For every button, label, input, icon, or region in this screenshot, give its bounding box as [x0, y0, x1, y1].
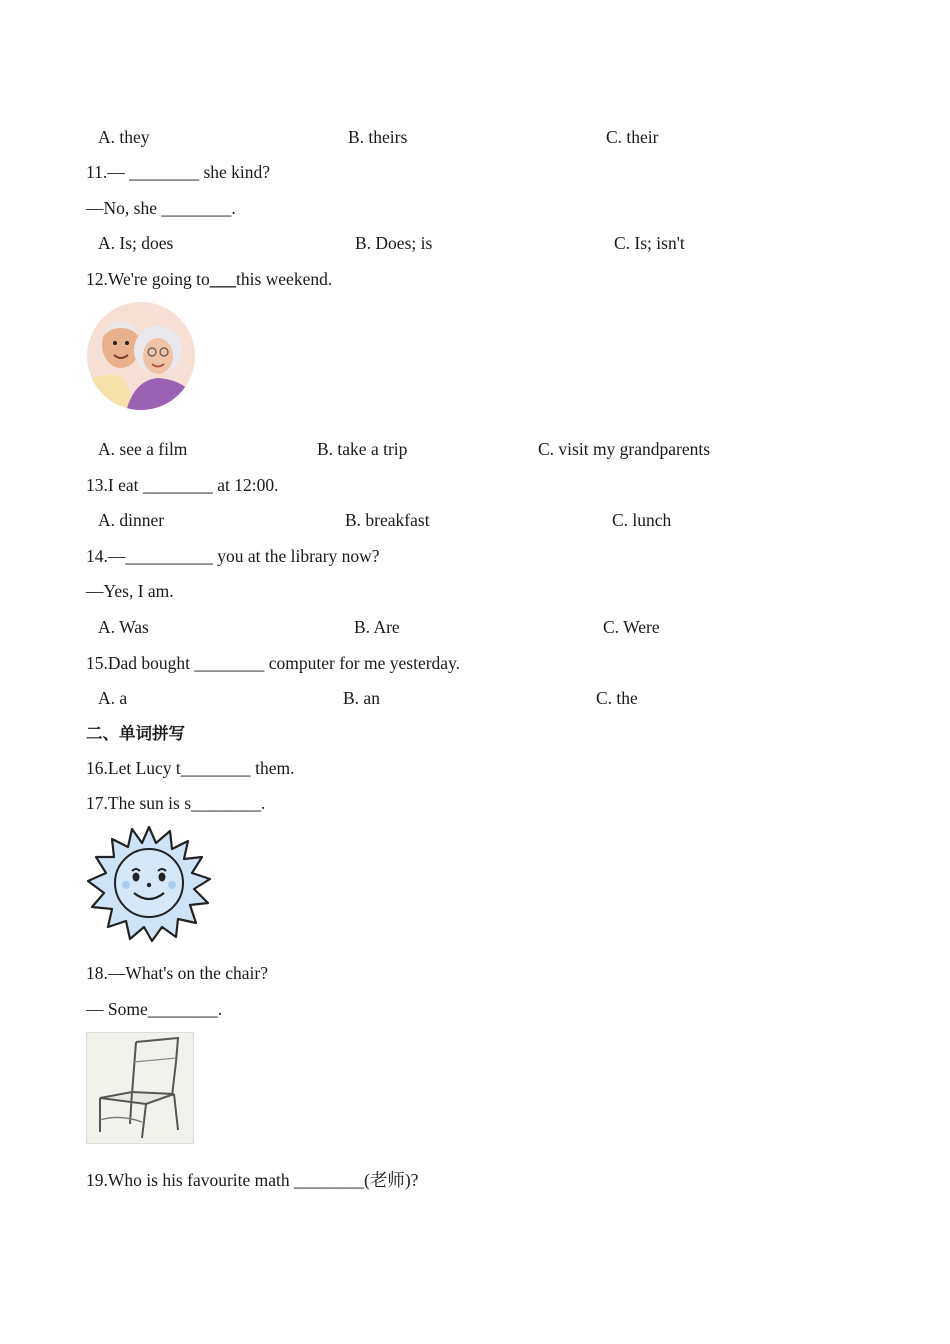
- q18-reply: — Some________.: [86, 999, 223, 1019]
- q11-reply: —No, she ________.: [86, 198, 236, 218]
- q13-option-a: A. dinner: [98, 510, 165, 530]
- q10-option-a: A. they: [98, 127, 150, 147]
- q12-stem: [86, 268, 332, 290]
- q15-option-a: A. a: [98, 688, 128, 708]
- q13-option-c: C. lunch: [612, 510, 672, 530]
- q11-option-b: B. Does; is: [355, 233, 433, 253]
- q17-stem: 17.The sun is s________.: [86, 793, 266, 813]
- q12-stem-blank: ___: [209, 269, 236, 289]
- q14-option-b: B. Are: [354, 617, 400, 637]
- q13-option-b: B. breakfast: [345, 510, 430, 530]
- q14-option-c: C. Were: [603, 617, 660, 637]
- q16-stem: 16.Let Lucy t________ them.: [86, 758, 295, 778]
- q15-option-b: B. an: [343, 688, 380, 708]
- chair-illustration: [86, 1032, 194, 1144]
- q12-stem-before: 12.We're going to: [86, 269, 210, 289]
- q14-option-a: A. Was: [98, 617, 149, 637]
- q15-stem: 15.Dad bought ________ computer for me yesterday.: [86, 653, 461, 673]
- q11-option-c: C. Is; isn't: [614, 233, 685, 253]
- sun-illustration: [86, 825, 212, 943]
- q11-stem: 11.— ________ she kind?: [86, 162, 271, 182]
- section-heading: 二、单词拼写: [86, 724, 185, 743]
- q18-stem: 18.—What's on the chair?: [86, 963, 268, 983]
- q14-stem: 14.—__________ you at the library now?: [86, 546, 380, 566]
- q12-option-b: B. take a trip: [317, 439, 408, 459]
- q15-option-c: C. the: [596, 688, 638, 708]
- q13-stem: 13.I eat ________ at 12:00.: [86, 475, 279, 495]
- q12-stem-after: this weekend.: [235, 269, 333, 289]
- grandparents-illustration: [86, 300, 196, 412]
- q12-option-c: C. visit my grandparents: [538, 439, 711, 459]
- q14-reply: —Yes, I am.: [86, 581, 174, 601]
- q19-stem: 19.Who is his favourite math ________(老师)?: [86, 1170, 419, 1190]
- q11-option-a: A. Is; does: [98, 233, 174, 253]
- q10-option-b: B. theirs: [348, 127, 408, 147]
- q12-option-a: A. see a film: [98, 439, 188, 459]
- q10-option-c: C. their: [606, 127, 659, 147]
